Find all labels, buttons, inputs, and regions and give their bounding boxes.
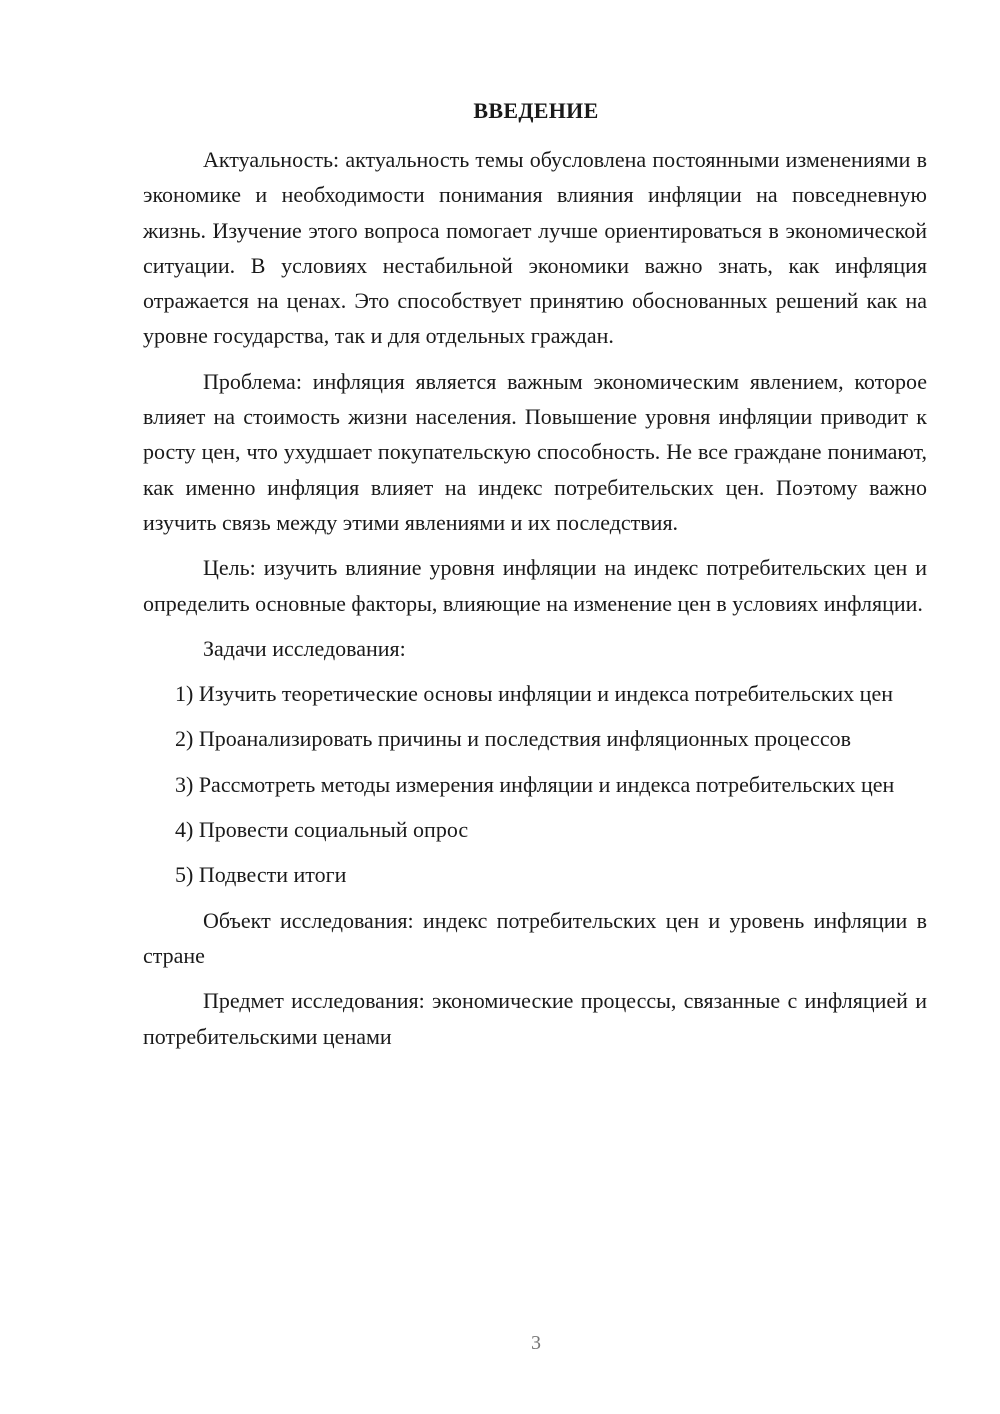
task-item-3: 3) Рассмотреть методы измерения инфляции и индекса потребительских цен: [175, 771, 895, 797]
task-item-2: 2) Проанализировать причины и последствия инфляционных процессов: [175, 726, 851, 752]
goal-paragraph: Цель: изучить влияние уровня инфляции на индекс потребительских цен и определить основные факторы, влияющие на изменение цен в условиях инфляции.: [143, 555, 927, 616]
document-body: [143, 142, 927, 1064]
page-title: ВВЕДЕНИЕ: [473, 98, 599, 123]
task-item-4: 4) Провести социальный опрос: [175, 817, 469, 843]
subject-paragraph: Предмет исследования: экономические процессы, связанные с инфляцией и потребительскими ценами: [143, 988, 927, 1049]
object-paragraph: Объект исследования: индекс потребительских цен и уровень инфляции в стране: [143, 907, 927, 968]
problem-paragraph: Проблема: инфляция является важным экономическим явлением, которое влияет на стоимость жизни населения. Повышение уровня инфляции приводит к росту цен, что ухудшает покупательскую способность. Не все граждане понимают, как именно инфляция влияет на индекс потребительских цен. Поэтому важно изучить связь между этими явлениями и их последствия.: [143, 368, 927, 535]
task-item-5: 5) Подвести итоги: [175, 862, 347, 888]
task-item-1: 1) Изучить теоретические основы инфляции и индекса потребительских цен: [175, 681, 893, 707]
relevance-paragraph: Актуальность: актуальность темы обусловлена постоянными изменениями в экономике и необходимости понимания влияния инфляции на повседневную жизнь. Изучение этого вопроса помогает лучше ориентироваться в экономической ситуации. В условиях нестабильной экономики важно знать, как инфляция отражается на ценах. Это способствует принятию обоснованных решений как на уровне государства, так и для отдельных граждан.: [143, 147, 927, 349]
tasks-heading: Задачи исследования:: [203, 635, 406, 661]
page-number: 3: [531, 1332, 541, 1354]
